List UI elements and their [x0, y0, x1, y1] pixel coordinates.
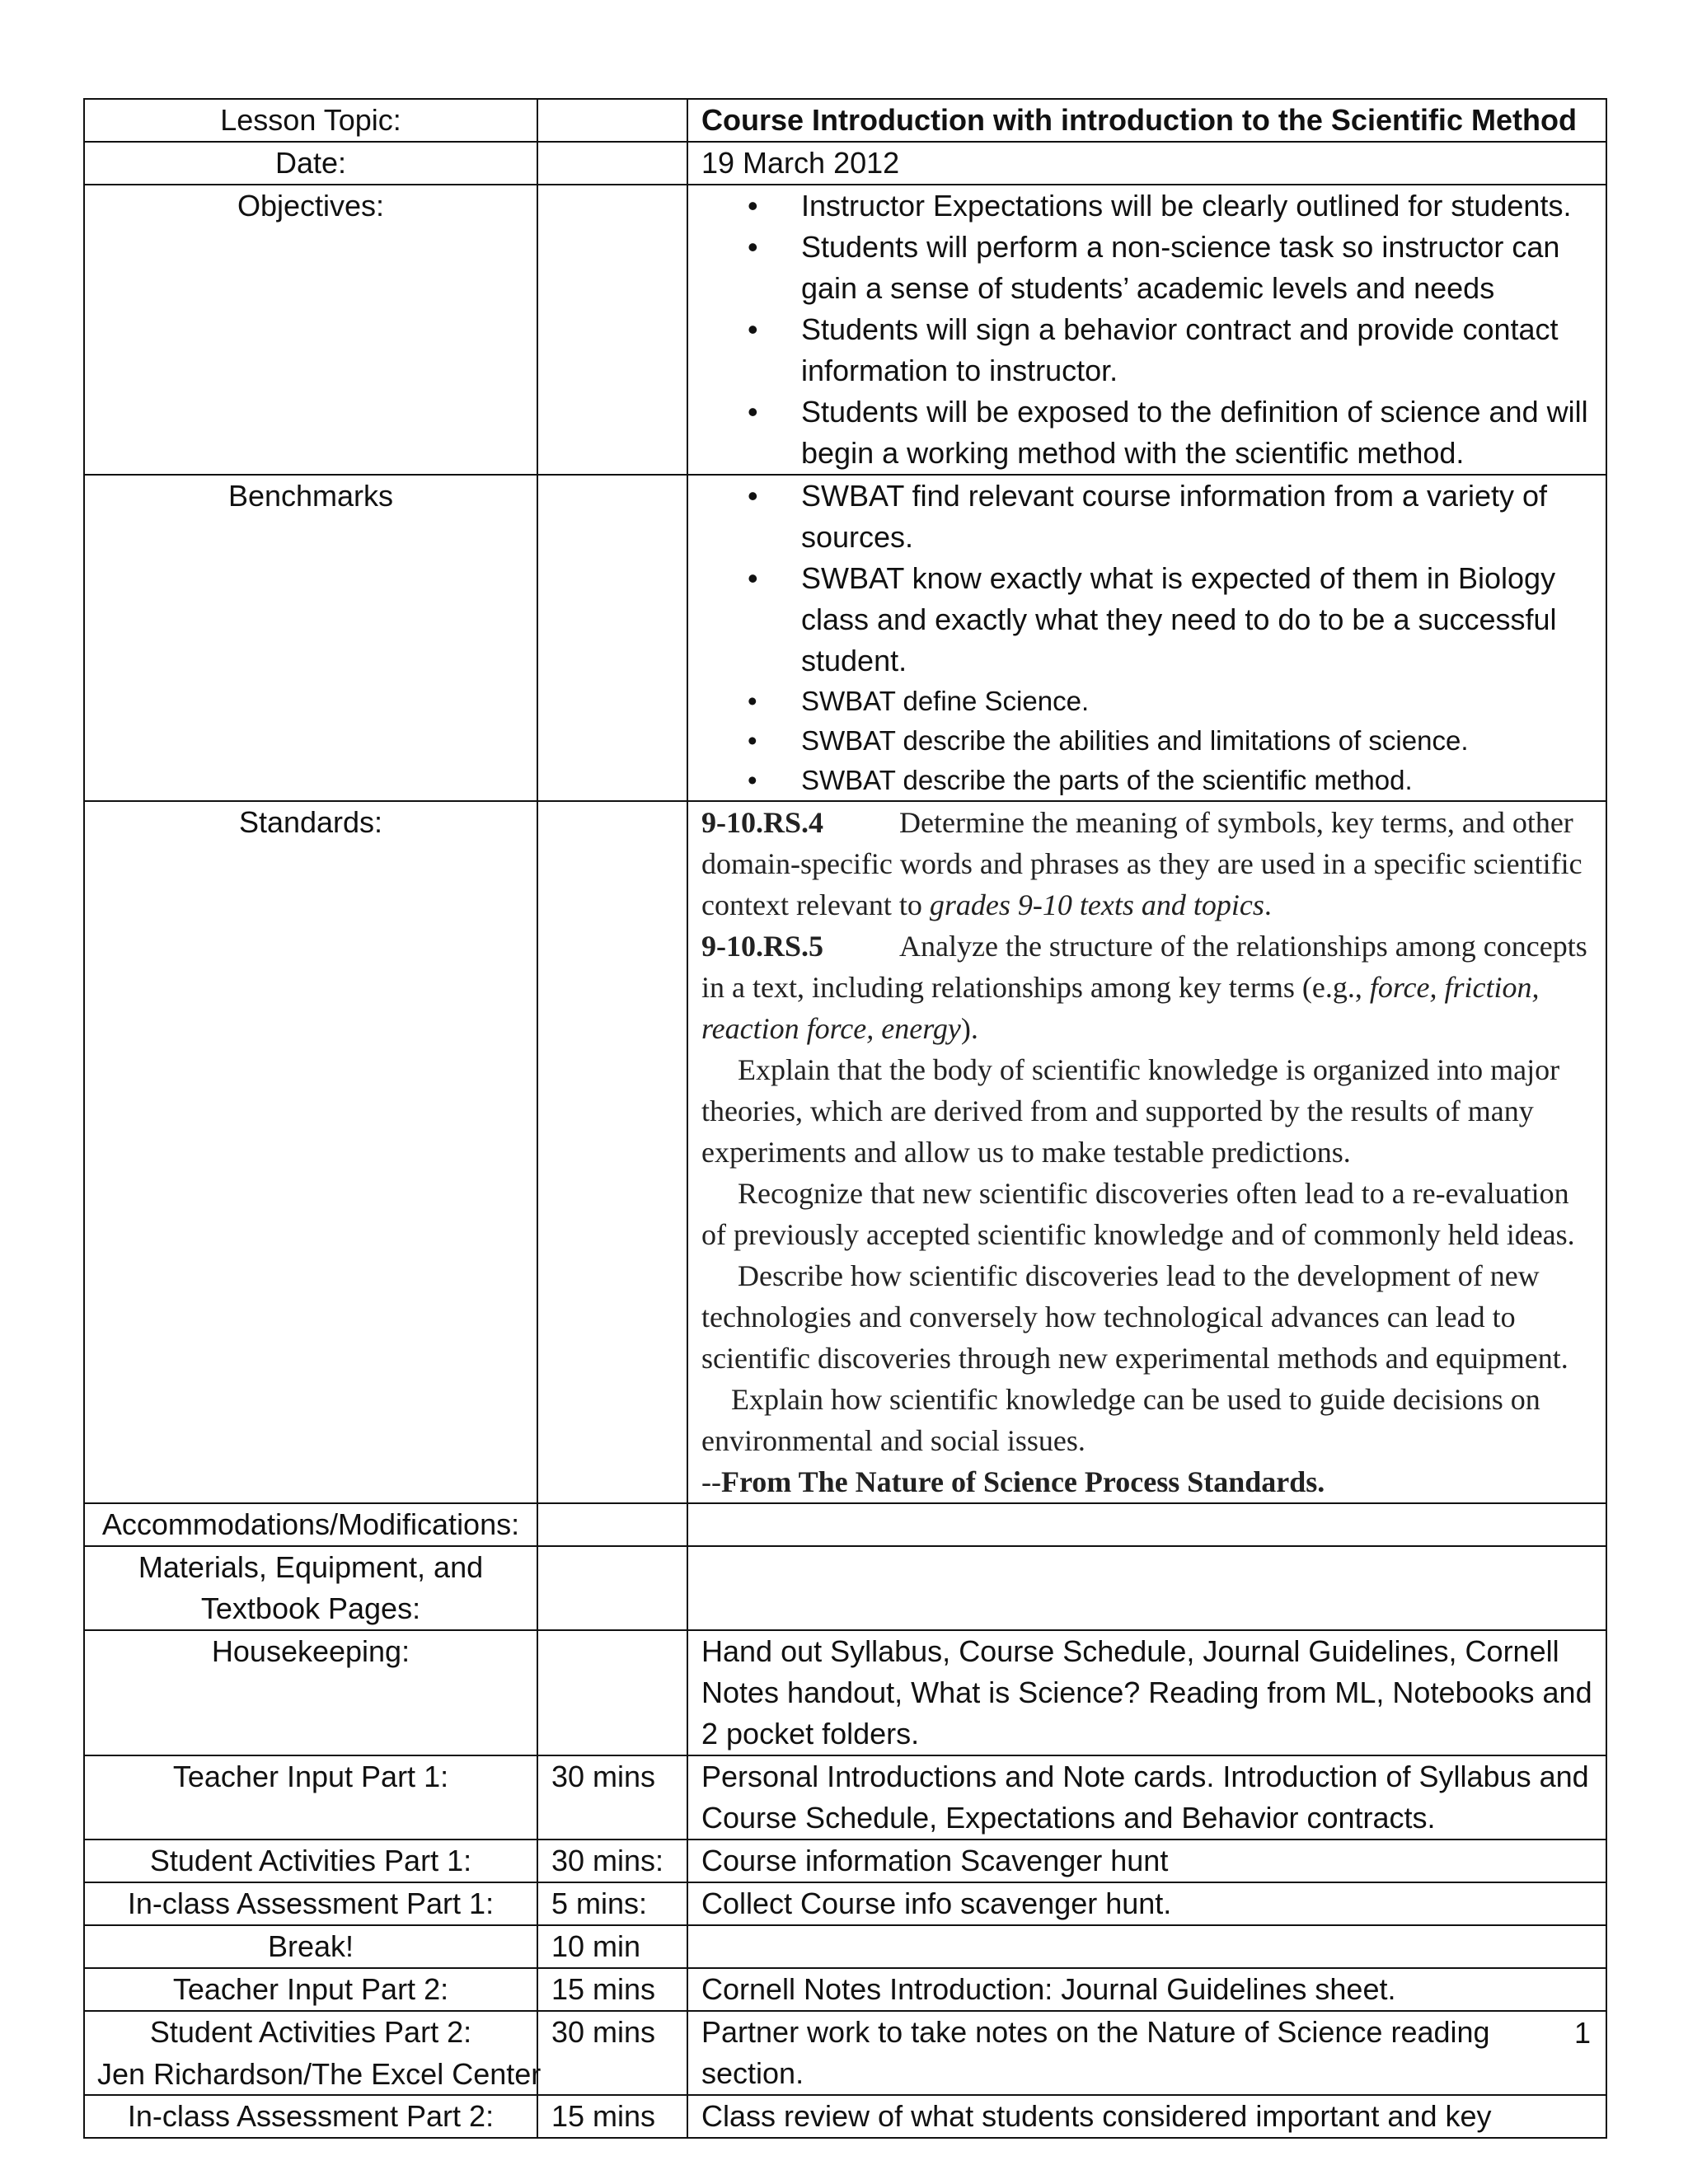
- benchmarks-list: [701, 476, 1592, 800]
- table-row: [84, 1546, 1606, 1630]
- standard-rs4: [701, 802, 1592, 926]
- source-text: From The Nature of Science Process Standards.: [720, 1465, 1325, 1498]
- standard-paragraph: Explain how scientific knowledge can be used to guide decisions on environmental and social issues.: [701, 1383, 1540, 1457]
- table-row: [84, 1630, 1606, 1755]
- table-row: [84, 1755, 1606, 1840]
- table-row: [84, 1968, 1606, 2011]
- table-row: [84, 1925, 1606, 1968]
- row-label: In-class Assessment Part 2:: [84, 2095, 537, 2138]
- duration-cell: 15 mins: [537, 1968, 687, 2011]
- table-row: [84, 185, 1606, 475]
- list-item: • Students will be exposed to the definition of science and will begin a working method with the scientific method.: [701, 391, 1592, 474]
- lesson-topic-value: Course Introduction with introduction to the Scientific Method: [687, 99, 1606, 142]
- page-number: 1: [1574, 2016, 1592, 2050]
- standard-paragraph: Recognize that new scientific discoveries often lead to a re-evaluation of previously accepted scientific knowledge and of commonly held ideas.: [701, 1177, 1575, 1251]
- row-label: Teacher Input Part 2:: [84, 1968, 537, 2011]
- table-row: [84, 1882, 1606, 1925]
- activity-value: Class review of what students considered important and key: [687, 2095, 1606, 2138]
- activity-value: Personal Introductions and Note cards. Introduction of Syllabus and Course Schedule, Expectations and Behavior contracts.: [687, 1755, 1606, 1840]
- standard-text: .: [1264, 888, 1272, 921]
- row-label: Teacher Input Part 1:: [84, 1755, 537, 1840]
- standard-paragraph: Describe how scientific discoveries lead to the development of new technologies and conversely how technological advances can lead to scientific discoveries through new experimental methods and equipment.: [701, 1259, 1568, 1375]
- table-row: [84, 801, 1606, 1503]
- list-item: • SWBAT describe the abilities and limitations of science.: [701, 721, 1592, 761]
- row-label: Student Activities Part 2:: [84, 2011, 537, 2095]
- row-label: Accommodations/Modifications:: [84, 1503, 537, 1546]
- row-label: Materials, Equipment, and Textbook Pages:: [84, 1546, 537, 1630]
- row-label: Lesson Topic:: [84, 99, 537, 142]
- duration-cell: [537, 1630, 687, 1755]
- row-label: Date:: [84, 142, 537, 185]
- duration-cell: 15 mins: [537, 2095, 687, 2138]
- list-item: • SWBAT know exactly what is expected of them in Biology class and exactly what they need to do to be a successful student.: [701, 558, 1592, 682]
- duration-cell: [537, 1546, 687, 1630]
- list-item: • SWBAT describe the parts of the scientific method.: [701, 761, 1592, 800]
- row-label: Benchmarks: [84, 475, 537, 801]
- duration-cell: 30 mins: [537, 2011, 687, 2095]
- table-row: [84, 1503, 1606, 1546]
- table-row: [84, 99, 1606, 142]
- activity-value: [687, 1925, 1606, 1968]
- page-footer: Jen Richardson/The Excel Center: [97, 2057, 542, 2091]
- lesson-plan-table: [83, 98, 1607, 2139]
- row-label: Objectives:: [84, 185, 537, 475]
- duration-cell: [537, 801, 687, 1503]
- row-label: Housekeeping:: [84, 1630, 537, 1755]
- list-item: • Students will sign a behavior contract and provide contact information to instructor.: [701, 309, 1592, 391]
- source-prefix: --: [701, 1465, 721, 1498]
- duration-cell: [537, 1503, 687, 1546]
- activity-value: Collect Course info scavenger hunt.: [687, 1882, 1606, 1925]
- objectives-list: [701, 185, 1592, 474]
- list-item: • SWBAT define Science.: [701, 682, 1592, 721]
- value-cell: [687, 1546, 1606, 1630]
- standard-rs5: [701, 926, 1592, 1049]
- standard-text: Analyze the structure of the relationships among concepts in a text, including relationships among key terms (e.g.,: [701, 930, 1587, 1004]
- date-value: 19 March 2012: [687, 142, 1606, 185]
- standard-source: [701, 1461, 1592, 1502]
- activity-value: Cornell Notes Introduction: Journal Guidelines sheet.: [687, 1968, 1606, 2011]
- row-label: Student Activities Part 1:: [84, 1840, 537, 1882]
- duration-cell: 30 mins:: [537, 1840, 687, 1882]
- standards-cell: [687, 801, 1606, 1503]
- table-row: [84, 475, 1606, 801]
- housekeeping-value: Hand out Syllabus, Course Schedule, Journal Guidelines, Cornell Notes handout, What is Science? Reading from ML, Notebooks and 2 pocket folders.: [687, 1630, 1606, 1755]
- table-row: [84, 1840, 1606, 1882]
- duration-cell: [537, 99, 687, 142]
- row-label: Standards:: [84, 801, 537, 1503]
- row-label: In-class Assessment Part 1:: [84, 1882, 537, 1925]
- standard-text-italic: grades 9-10 texts and topics: [929, 888, 1264, 921]
- list-item: • Instructor Expectations will be clearly outlined for students.: [701, 185, 1592, 227]
- duration-cell: 30 mins: [537, 1755, 687, 1840]
- standard-code: 9-10.RS.5: [701, 930, 824, 963]
- standard-text: ).: [960, 1012, 978, 1045]
- standard-code: 9-10.RS.4: [701, 806, 824, 839]
- activity-value: Partner work to take notes on the Nature of Science reading section.: [687, 2011, 1606, 2095]
- table-row: [84, 142, 1606, 185]
- activity-value: Course information Scavenger hunt: [687, 1840, 1606, 1882]
- row-label: Break!: [84, 1925, 537, 1968]
- duration-cell: [537, 185, 687, 475]
- duration-cell: [537, 142, 687, 185]
- duration-cell: 5 mins:: [537, 1882, 687, 1925]
- duration-cell: 10 min: [537, 1925, 687, 1968]
- standard-paragraph: Explain that the body of scientific knowledge is organized into major theories, which are derived from and supported by the results of many experiments and allow us to make testable predictions.: [701, 1053, 1560, 1169]
- list-item: • Students will perform a non-science task so instructor can gain a sense of students’ academic levels and needs: [701, 227, 1592, 309]
- duration-cell: [537, 475, 687, 801]
- standard-text-italic: force, friction, reaction force, energy: [701, 971, 1540, 1045]
- standard-text: Determine the meaning of symbols, key terms, and other domain-specific words and phrases as they are used in a specific scientific context relevant to: [701, 806, 1582, 921]
- value-cell: [687, 1503, 1606, 1546]
- table-row: [84, 2095, 1606, 2138]
- benchmarks-cell: [687, 475, 1606, 801]
- list-item: • SWBAT find relevant course information from a variety of sources.: [701, 476, 1592, 558]
- objectives-cell: [687, 185, 1606, 475]
